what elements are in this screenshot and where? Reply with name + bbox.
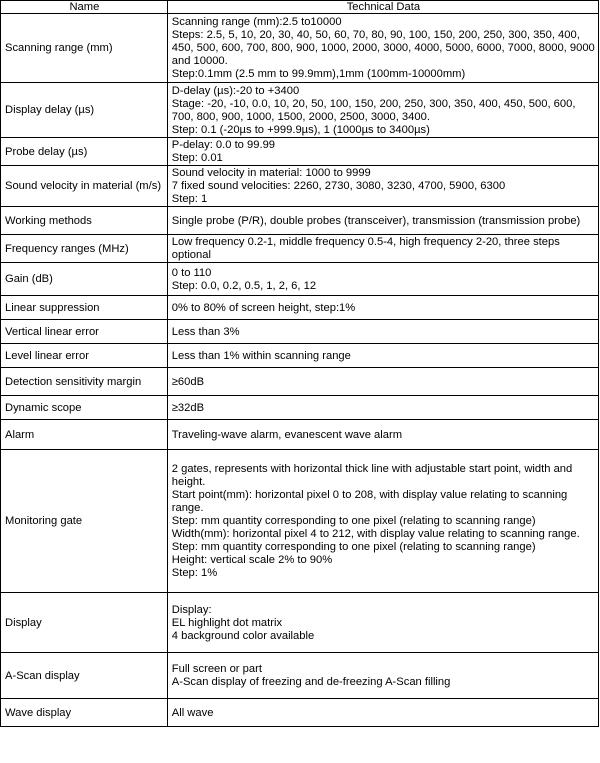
table-row [1, 420, 599, 450]
data-line: Sound velocity in material: 1000 to 9999 [171, 167, 371, 179]
table-row [1, 320, 599, 344]
data-line: Single probe (P/R), double probes (transceiver), transmission (transmission probe) [171, 214, 581, 227]
data-line: Step: 0.1 (-20µs to +999.9µs), 1 (1000µs to 3400µs) [171, 123, 430, 136]
table-row [1, 138, 599, 166]
row-data [167, 450, 598, 593]
data-line: D-delay (µs):-20 to +3400 [171, 84, 300, 97]
row-name: Scanning range (mm) [1, 14, 168, 83]
row-data [167, 207, 598, 235]
row-name: Gain (dB) [1, 263, 168, 296]
data-line: Stage: -20, -10, 0.0, 10, 20, 50, 100, 150, 200, 250, 300, 350, 400, 450, 500, 600, 700, 800, 900, 1000, 1500, 2000, 2500, 3000, 3400. [171, 97, 576, 123]
row-name: Monitoring gate [1, 450, 168, 593]
row-data [167, 320, 598, 344]
row-data [167, 138, 598, 166]
data-line: Less than 3% [171, 325, 240, 338]
row-data [167, 235, 598, 263]
row-name: Display [1, 593, 168, 653]
data-line: Width(mm): horizontal pixel 4 to 212, with display value relating to scanning range. [171, 528, 580, 540]
data-line: Step: 1% [171, 567, 218, 579]
table-row [1, 593, 599, 653]
row-name: Sound velocity in material (m/s) [1, 166, 168, 207]
data-line: Low frequency 0.2-1, middle frequency 0.5-4, high frequency 2-20, three steps optional [171, 236, 560, 261]
data-line: Traveling-wave alarm, evanescent wave alarm [171, 428, 403, 441]
data-line: 4 background color available [171, 629, 315, 642]
data-line: All wave [171, 706, 214, 719]
row-data [167, 263, 598, 296]
row-data [167, 83, 598, 138]
data-line: 7 fixed sound velocities: 2260, 2730, 3080, 3230, 4700, 5900, 6300 [171, 180, 506, 192]
row-name: Frequency ranges (MHz) [1, 235, 168, 263]
table-row [1, 235, 599, 263]
data-line: EL highlight dot matrix [171, 616, 283, 629]
row-data [167, 653, 598, 699]
header-name: Name [1, 1, 168, 14]
row-name: Probe delay (µs) [1, 138, 168, 166]
table-row [1, 207, 599, 235]
data-line: Less than 1% within scanning range [171, 349, 351, 362]
row-name: Alarm [1, 420, 168, 450]
row-data [167, 593, 598, 653]
table-row [1, 396, 599, 420]
data-line: Step: mm quantity corresponding to one pixel (relating to scanning range) [171, 541, 536, 553]
data-line: P-delay: 0.0 to 99.99 [171, 139, 276, 151]
row-name: Linear suppression [1, 296, 168, 320]
data-line: 2 gates, represents with horizontal thick line with adjustable start point, width and height. [171, 463, 573, 488]
data-line: 0 to 110 [171, 266, 212, 279]
data-line: 0% to 80% of screen height, step:1% [171, 301, 356, 314]
row-name: Display delay (µs) [1, 83, 168, 138]
row-data [167, 396, 598, 420]
table-row [1, 653, 599, 699]
row-name: Vertical linear error [1, 320, 168, 344]
data-line: ≥32dB [171, 401, 205, 414]
row-name: Dynamic scope [1, 396, 168, 420]
row-name: Detection sensitivity margin [1, 368, 168, 396]
table-row [1, 450, 599, 593]
data-line: Steps: 2.5, 5, 10, 20, 30, 40, 50, 60, 70, 80, 90, 100, 150, 200, 250, 300, 350, 400, 450, 500, 600, 700, 800, 900, 1000, 2000, 3000, 4000, 5000, 6000, 7000, 8000, 9000 and 10000. [171, 29, 595, 67]
data-line: Start point(mm): horizontal pixel 0 to 208, with display value relating to scanning range. [171, 489, 568, 514]
row-name: A-Scan display [1, 653, 168, 699]
row-data [167, 344, 598, 368]
data-line: A-Scan display of freezing and de-freezing A-Scan filling [171, 676, 451, 688]
table-header-row [1, 1, 599, 14]
data-line: Step:0.1mm (2.5 mm to 99.9mm),1mm (100mm-10000mm) [171, 68, 466, 80]
row-data [167, 420, 598, 450]
row-name: Level linear error [1, 344, 168, 368]
header-technical-data: Technical Data [167, 1, 598, 14]
row-data [167, 166, 598, 207]
data-line: Full screen or part [171, 663, 262, 675]
table-row [1, 263, 599, 296]
table-row [1, 14, 599, 83]
table-row [1, 344, 599, 368]
row-data [167, 699, 598, 727]
table-row [1, 699, 599, 727]
data-line: Step: 0.01 [171, 152, 223, 164]
data-line: Height: vertical scale 2% to 90% [171, 554, 333, 566]
table-row [1, 368, 599, 396]
table-row [1, 166, 599, 207]
data-line: Scanning range (mm):2.5 to10000 [171, 16, 342, 28]
table-row [1, 83, 599, 138]
row-name: Working methods [1, 207, 168, 235]
row-data [167, 14, 598, 83]
table-row [1, 296, 599, 320]
row-data [167, 296, 598, 320]
row-name: Wave display [1, 699, 168, 727]
data-line: Step: 1 [171, 193, 208, 205]
data-line: ≥60dB [171, 375, 205, 388]
data-line: Step: 0.0, 0.2, 0.5, 1, 2, 6, 12 [171, 279, 317, 292]
row-data [167, 368, 598, 396]
data-line: Display: [171, 603, 212, 616]
data-line: Step: mm quantity corresponding to one pixel (relating to scanning range) [171, 515, 536, 527]
